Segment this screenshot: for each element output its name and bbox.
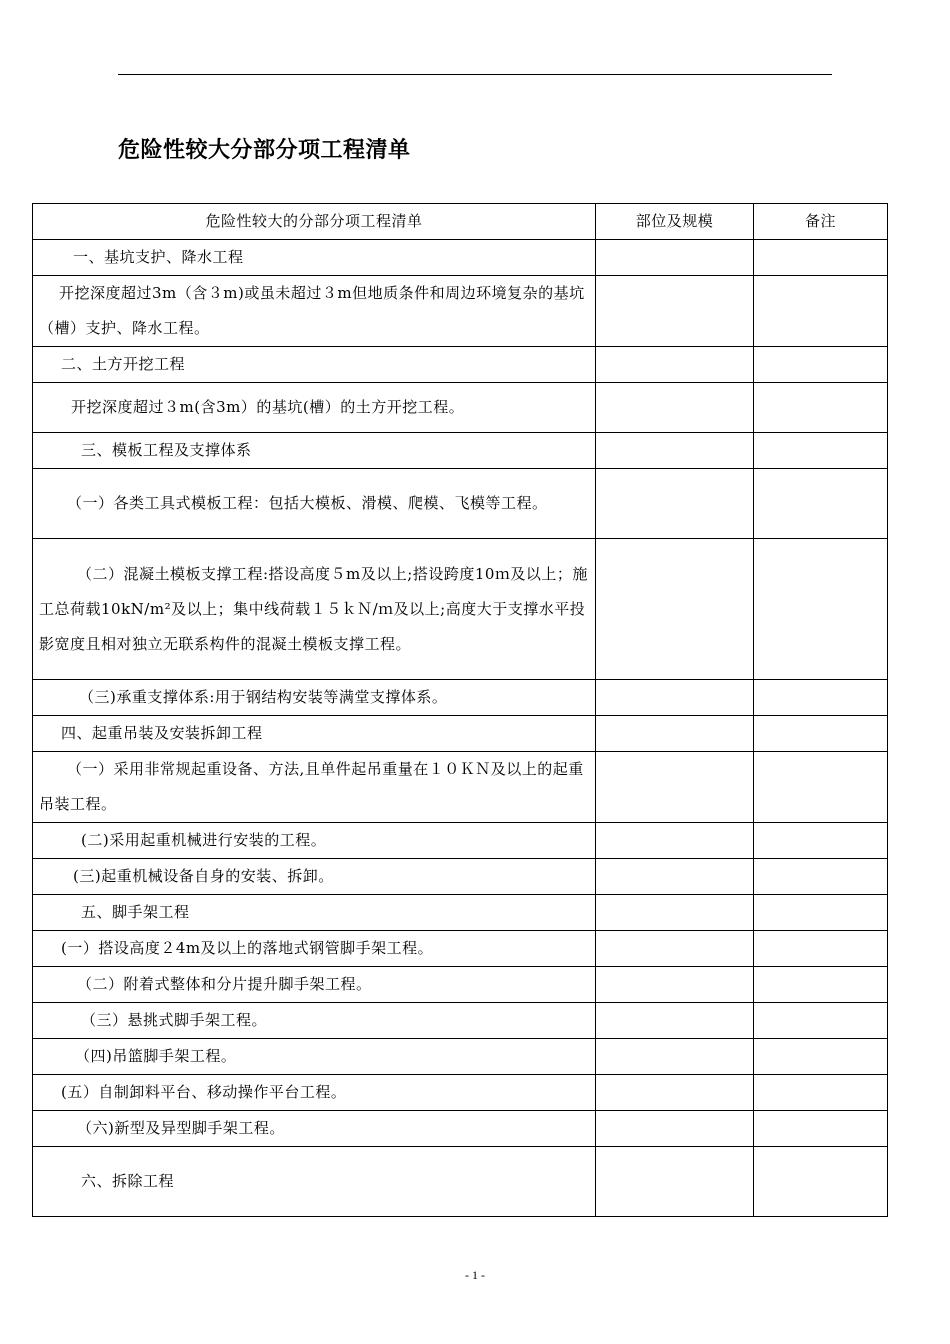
table-row — [33, 716, 888, 752]
location-scale-cell — [596, 680, 754, 716]
remarks-cell — [754, 1111, 888, 1147]
table-row — [33, 680, 888, 716]
location-scale-cell — [596, 1075, 754, 1111]
location-scale-cell — [596, 1003, 754, 1039]
section-heading: 一、基坑支护、降水工程 — [33, 240, 596, 276]
location-scale-cell — [596, 823, 754, 859]
location-scale-cell — [596, 347, 754, 383]
remarks-cell — [754, 1039, 888, 1075]
item-description: （二）附着式整体和分片提升脚手架工程。 — [33, 967, 596, 1003]
remarks-cell — [754, 433, 888, 469]
item-description: (三)起重机械设备自身的安装、拆卸。 — [33, 859, 596, 895]
item-description: 开挖深度超过３m(含3m）的基坑(槽）的土方开挖工程。 — [33, 383, 596, 433]
remarks-cell — [754, 716, 888, 752]
table-row — [33, 539, 888, 680]
item-description: （三）悬挑式脚手架工程。 — [33, 1003, 596, 1039]
table-row — [33, 931, 888, 967]
table-row — [33, 859, 888, 895]
remarks-cell — [754, 967, 888, 1003]
remarks-cell — [754, 680, 888, 716]
remarks-cell — [754, 276, 888, 347]
table-header-row — [33, 204, 888, 240]
table-row — [33, 276, 888, 347]
table-row — [33, 383, 888, 433]
location-scale-cell — [596, 383, 754, 433]
table-row — [33, 1147, 888, 1217]
location-scale-cell — [596, 1147, 754, 1217]
table-row — [33, 967, 888, 1003]
remarks-cell — [754, 823, 888, 859]
table-row — [33, 752, 888, 823]
remarks-cell — [754, 752, 888, 823]
location-scale-cell — [596, 716, 754, 752]
item-description: （四)吊篮脚手架工程。 — [33, 1039, 596, 1075]
location-scale-cell — [596, 931, 754, 967]
remarks-cell — [754, 469, 888, 539]
location-scale-cell — [596, 240, 754, 276]
remarks-cell — [754, 1147, 888, 1217]
remarks-cell — [754, 240, 888, 276]
remarks-cell — [754, 383, 888, 433]
column-header-location-scale: 部位及规模 — [596, 204, 754, 240]
location-scale-cell — [596, 752, 754, 823]
table-row — [33, 895, 888, 931]
section-heading: 三、模板工程及支撑体系 — [33, 433, 596, 469]
remarks-cell — [754, 1003, 888, 1039]
location-scale-cell — [596, 895, 754, 931]
column-header-project: 危险性较大的分部分项工程清单 — [33, 204, 596, 240]
table-row — [33, 823, 888, 859]
item-description: （二）混凝土模板支撑工程:搭设高度５m及以上;搭设跨度10ｍ及以上；施工总荷载10kN/m²及以上；集中线荷载１５ｋＮ/ｍ及以上;高度大于支撑水平投影宽度且相对独立无联系构件的混凝土模板支撑工程。 — [33, 539, 596, 680]
location-scale-cell — [596, 967, 754, 1003]
location-scale-cell — [596, 539, 754, 680]
section-heading: 四、起重吊装及安装拆卸工程 — [33, 716, 596, 752]
section-heading: 六、拆除工程 — [33, 1147, 596, 1217]
document-title: 危险性较大分部分项工程清单 — [118, 138, 411, 163]
page-number: - 1 - — [465, 1268, 485, 1282]
item-description: （六)新型及异型脚手架工程。 — [33, 1111, 596, 1147]
section-heading: 五、脚手架工程 — [33, 895, 596, 931]
location-scale-cell — [596, 433, 754, 469]
table-row — [33, 1039, 888, 1075]
item-description: （一）各类工具式模板工程：包括大模板、滑模、爬模、飞模等工程。 — [33, 469, 596, 539]
table-row — [33, 1111, 888, 1147]
table-row — [33, 240, 888, 276]
location-scale-cell — [596, 859, 754, 895]
table-row — [33, 347, 888, 383]
location-scale-cell — [596, 1039, 754, 1075]
table-row — [33, 469, 888, 539]
item-description: （一）采用非常规起重设备、方法,且单件起吊重量在１０ＫＮ及以上的起重吊装工程。 — [33, 752, 596, 823]
table-row — [33, 1003, 888, 1039]
column-header-remarks: 备注 — [754, 204, 888, 240]
table-row — [33, 433, 888, 469]
item-description: （三)承重支撑体系:用于钢结构安装等满堂支撑体系。 — [33, 680, 596, 716]
table-row — [33, 1075, 888, 1111]
item-description: (五）自制卸料平台、移动操作平台工程。 — [33, 1075, 596, 1111]
remarks-cell — [754, 347, 888, 383]
section-heading: 二、土方开挖工程 — [33, 347, 596, 383]
remarks-cell — [754, 539, 888, 680]
location-scale-cell — [596, 1111, 754, 1147]
location-scale-cell — [596, 469, 754, 539]
header-rule — [118, 74, 832, 75]
project-list-table — [32, 203, 888, 1217]
location-scale-cell — [596, 276, 754, 347]
remarks-cell — [754, 859, 888, 895]
remarks-cell — [754, 895, 888, 931]
remarks-cell — [754, 1075, 888, 1111]
item-description: (一）搭设高度２4m及以上的落地式钢管脚手架工程。 — [33, 931, 596, 967]
item-description: (二)采用起重机械进行安装的工程。 — [33, 823, 596, 859]
remarks-cell — [754, 931, 888, 967]
item-description: 开挖深度超过3m（含３m)或虽未超过３m但地质条件和周边环境复杂的基坑（槽）支护、降水工程。 — [33, 276, 596, 347]
